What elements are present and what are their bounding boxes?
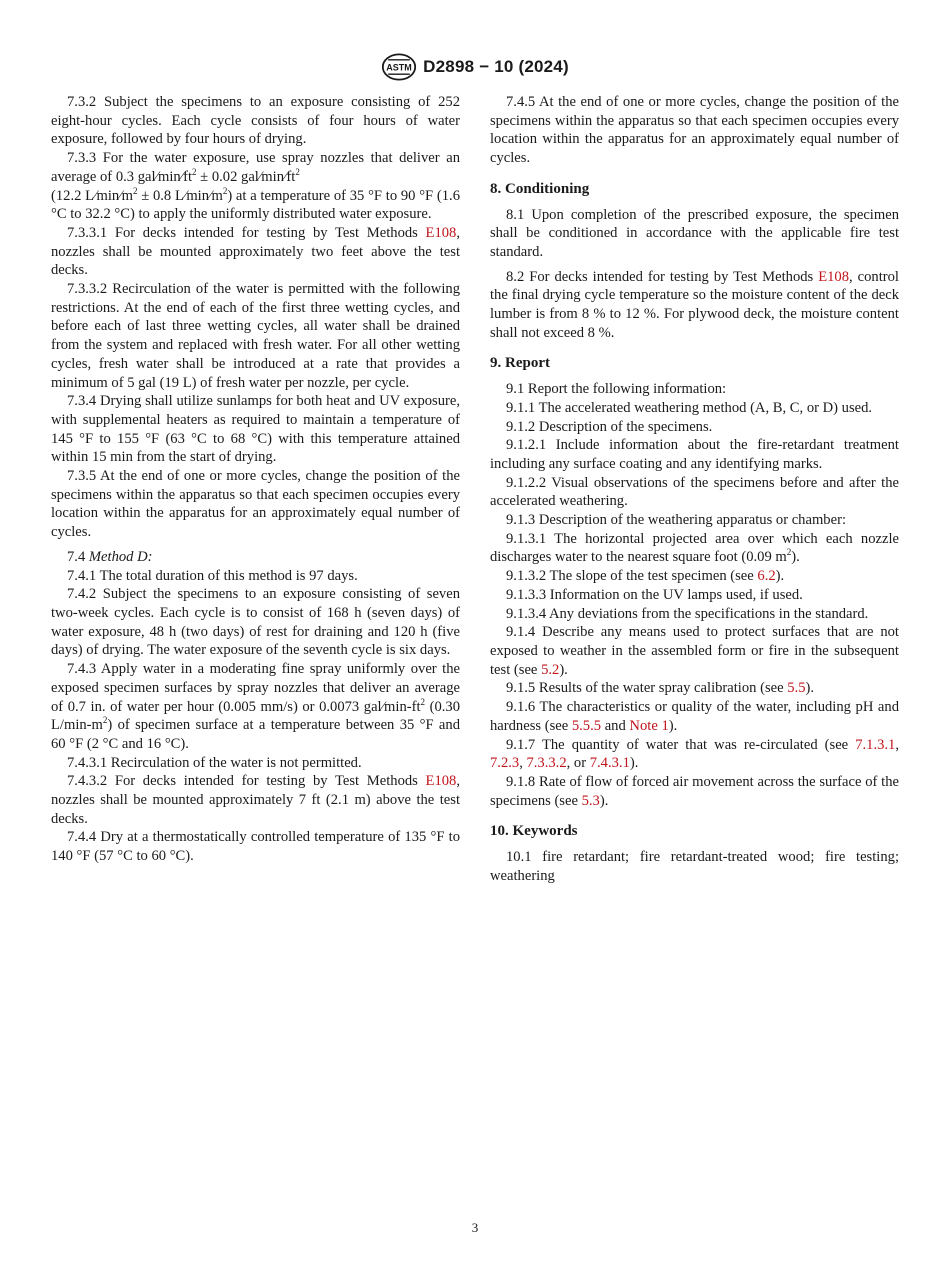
paragraph-7-4-3: 7.4.3 Apply water in a moderating fine spray uniformly over the exposed specimen surfaces by spray nozzles that deliver an average of 0.7 in. of water per hour (0.005 mm/s) or 0.0073 $gal⁄\min-ft^2$ (0.30 $L/\min-m^2$) of specimen surface at a temperature between 35 °F and 60 °F (2 °C and 16 °C). [51, 661, 460, 752]
paragraph-9-1-7: 9.1.7 The quantity of water that was re-circulated (see 7.1.3.1, 7.2.3, 7.3.3.2, or 7.4.3.1). [490, 736, 899, 772]
paragraph-9-1-2-1: 9.1.2.1 Include information about the fire-retardant treatment including any surface coating and any identifying marks. [490, 437, 899, 472]
page-number: 3 [471, 1220, 479, 1235]
left-column [51, 93, 460, 866]
paragraph-7-4-4: 7.4.4 Dry at a thermostatically controlled temperature of 135 °F to 140 °F (57 °C to 60 °C). [51, 829, 460, 865]
svg-text:ASTM: ASTM [386, 62, 412, 73]
link-7-3-3-2[interactable]: 7.3.3.2 [526, 755, 567, 772]
link-e108[interactable]: E108 [425, 773, 457, 790]
section-heading-conditioning: 8. Conditioning [490, 180, 590, 197]
section-heading-report: 9. Report [490, 355, 550, 372]
paragraph-9-1-3-1: 9.1.3.1 The horizontal projected area over which each nozzle discharges water to the nearest square foot (0.09 $m^2$). [490, 530, 899, 566]
paragraph-9-1-2: 9.1.2 Description of the specimens. [506, 418, 713, 435]
paragraph-7-3-3-2: 7.3.3.2 Recirculation of the water is permitted with the following restrictions. At the end of each of the first three wetting cycles, and before each of last three wetting cycles, all water shall be drained from the system and replaced with fresh water. For all other wetting cycles, fresh water shall be introduced at a rate that provides a minimum of 5 gal (19 L) of fresh water per nozzle, per cycle. [51, 281, 460, 391]
paragraph-9-1-1: 9.1.1 The accelerated weathering method (A, B, C, or D) used. [506, 399, 873, 416]
right-column [490, 93, 899, 885]
link-e108[interactable]: E108 [425, 224, 457, 241]
paragraph-9-1-3-4: 9.1.3.4 Any deviations from the specifications in the standard. [506, 605, 869, 622]
paragraph-9-1-3-3: 9.1.3.3 Information on the UV lamps used, if used. [506, 586, 803, 603]
paragraph-9-1: 9.1 Report the following information: [506, 381, 727, 398]
paragraph-7-4-3-2: 7.4.3.2 For decks intended for testing by Test Methods E108, nozzles shall be mounted approximately 7 ft (2.1 m) above the test decks. [51, 773, 460, 827]
document-id: D2898 − 10 (2024) [423, 57, 569, 76]
paragraph-9-1-6: 9.1.6 The characteristics or quality of the water, including pH and hardness (see 5.5.5 and Note 1). [490, 699, 899, 734]
paragraph-7-4-3-1: 7.4.3.1 Recirculation of the water is not permitted. [67, 754, 362, 771]
link-7-2-3[interactable]: 7.2.3 [490, 755, 520, 772]
paragraph-9-1-4: 9.1.4 Describe any means used to protect surfaces that are not exposed to weather in the assembled form or fire in the subsequent test (see 5.2). [490, 624, 899, 678]
link-5-5-5[interactable]: 5.5.5 [571, 717, 602, 734]
paragraph-7-4-1: 7.4.1 The total duration of this method is 97 days. [67, 567, 358, 584]
paragraph-7-4-5: 7.4.5 At the end of one or more cycles, change the position of the specimens within the apparatus so that each specimen occupies every location within the apparatus for an approximately equal number of cycles. [490, 94, 899, 167]
paragraph-9-1-2-2: 9.1.2.2 Visual observations of the specimens before and after the accelerated weathering. [490, 474, 899, 510]
link-7-4-3-1[interactable]: 7.4.3.1 [589, 755, 630, 772]
page-header [0, 52, 950, 87]
paragraph-7-3-5: 7.3.5 At the end of one or more cycles, change the position of the specimens within the apparatus so that each specimen occupies every location within the apparatus for an approximately equal number of cycles. [51, 468, 460, 541]
paragraph-8-1: 8.1 Upon completion of the prescribed exposure, the specimen shall be conditioned in accordance with the applicable fire test standard. [490, 206, 899, 260]
link-6-2[interactable]: 6.2 [757, 568, 776, 585]
paragraph-8-2: 8.2 For decks intended for testing by Test Methods E108, control the final drying cycle temperature so the moisture content of the deck lumber is from 8 % to 12 %. For plywood deck, the moisture content shall not exceed 8 %. [490, 268, 899, 341]
paragraph-9-1-8: 9.1.8 Rate of flow of forced air movement across the surface of the specimens (see 5.3). [490, 773, 899, 809]
link-5-3[interactable]: 5.3 [581, 792, 600, 809]
section-heading-keywords: 10. Keywords [490, 823, 578, 840]
paragraph-10-1: 10.1 fire retardant; fire retardant-treated wood; fire testing; weathering [490, 849, 899, 884]
paragraph-7-3-4: 7.3.4 Drying shall utilize sunlamps for both heat and UV exposure, with supplemental heaters as required to maintain a temperature of 145 °F to 155 °F (63 °C to 68 °C) with this temperature attained within 15 min from the start of drying. [51, 393, 460, 466]
link-5-5[interactable]: 5.5 [787, 680, 806, 697]
link-5-2[interactable]: 5.2 [541, 661, 560, 678]
paragraph-7-3-3: 7.3.3 For the water exposure, use spray nozzles that deliver an average of 0.3 $gal⁄\min⁄ft^2 \pm 0.02$ $gal⁄\min⁄ft^2$ (12.2 $L⁄\min⁄m^2 \pm 0.8$ $L⁄\min⁄m^2$) at a temperature of 35 °F to 90 °F (1.6 °C to 32.2 °C) to apply the uniformly distributed water exposure. [51, 150, 460, 223]
paragraph-9-1-3-2: 9.1.3.2 The slope of the test specimen (see 6.2). [506, 568, 785, 585]
link-e108[interactable]: E108 [818, 268, 850, 285]
link-note-1[interactable]: Note 1 [629, 717, 669, 734]
paragraph-7-4-2: 7.4.2 Subject the specimens to an exposure consisting of seven two-week cycles. Each cycle is to consist of 168 h (seven days) of water exposure, 48 h (two days) of rest for draining and 120 h (five days) of drying. The water exposure of the seventh cycle is six days. [51, 586, 460, 659]
paragraph-7-3-2: 7.3.2 Subject the specimens to an exposure consisting of 252 eight-hour cycles. Each cycle consists of four hours of water exposure, followed by four hours of drying. [51, 94, 460, 148]
paragraph-9-1-5: 9.1.5 Results of the water spray calibration (see 5.5). [506, 680, 815, 697]
paragraph-7-3-3-1: 7.3.3.1 For decks intended for testing by Test Methods E108, nozzles shall be mounted approximately two feet above the test decks. [51, 224, 460, 279]
astm-logo-icon [381, 52, 417, 82]
link-7-1-3-1[interactable]: 7.1.3.1 [855, 736, 896, 753]
paragraph-9-1-3: 9.1.3 Description of the weathering apparatus or chamber: [506, 512, 846, 529]
paragraph-7-4: 7.4 Method D: [67, 548, 153, 565]
